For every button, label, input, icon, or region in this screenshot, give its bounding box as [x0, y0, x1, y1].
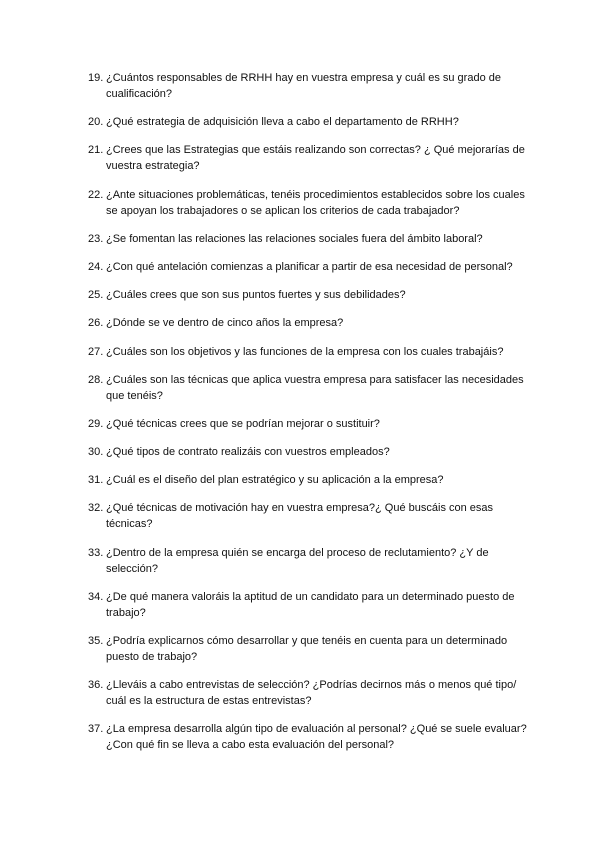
question-text: ¿Dentro de la empresa quién se encarga del proceso de reclutamiento? ¿Y de selección?: [106, 546, 489, 575]
question-number: 31.: [88, 474, 104, 487]
question-text: ¿De qué manera valoráis la aptitud de un candidato para un determinado puesto de trabajo?: [106, 590, 515, 619]
question-number: 35.: [88, 635, 104, 647]
question-item: [88, 114, 528, 130]
question-text: ¿Podría explicarnos cómo desarrollar y que tenéis en cuenta para un determinado puesto de trabajo?: [106, 635, 508, 663]
question-text: ¿Qué técnicas crees que se podrían mejorar o sustituir?: [106, 417, 380, 430]
question-item: [88, 545, 528, 577]
question-item: [88, 187, 528, 219]
question-item: [88, 416, 528, 432]
question-number: 20.: [88, 116, 104, 129]
question-item: [88, 500, 528, 532]
question-number: 22.: [88, 188, 104, 201]
question-item: [88, 372, 528, 404]
question-text: ¿Cuáles son los objetivos y las funciones de la empresa con los cuales trabajáis?: [106, 345, 504, 358]
question-item: [88, 472, 528, 488]
question-number: 26.: [88, 317, 104, 330]
question-number: 28.: [88, 373, 104, 386]
question-text: ¿Qué técnicas de motivación hay en vuestra empresa?¿ Qué buscáis con esas técnicas?: [106, 502, 494, 531]
question-text: ¿Crees que las Estrategias que estáis realizando son correctas? ¿ Qué mejorarías de vuestra estrategia?: [106, 144, 525, 173]
question-number: 24.: [88, 260, 104, 273]
question-number: 37.: [88, 723, 104, 736]
question-item: [88, 259, 528, 275]
question-number: 19.: [88, 72, 104, 84]
question-text: ¿Con qué antelación comienzas a planificar a partir de esa necesidad de personal?: [106, 260, 513, 273]
question-item: [88, 633, 528, 665]
question-number: 34.: [88, 590, 104, 603]
question-item: [88, 287, 528, 303]
question-number: 25.: [88, 289, 104, 302]
question-number: 21.: [88, 144, 104, 157]
question-number: 36.: [88, 679, 104, 692]
question-item: [88, 589, 528, 621]
question-number: 29.: [88, 417, 104, 430]
question-list: [88, 70, 528, 766]
question-item: [88, 315, 528, 331]
question-text: ¿Qué tipos de contrato realizáis con vuestros empleados?: [106, 446, 390, 459]
question-number: 33.: [88, 546, 104, 559]
question-text: ¿Ante situaciones problemáticas, tenéis procedimientos establecidos sobre los cuales se apoyan los trabajadores o se aplican los criterios de cada trabajador?: [106, 188, 525, 217]
question-item: [88, 344, 528, 360]
question-text: ¿Se fomentan las relaciones las relaciones sociales fuera del ámbito laboral?: [106, 232, 483, 245]
question-number: 27.: [88, 345, 104, 358]
question-text: ¿Cuántos responsables de RRHH hay en vuestra empresa y cuál es su grado de cualificación?: [106, 72, 501, 100]
question-text: ¿Cuál es el diseño del plan estratégico y su aplicación a la empresa?: [106, 474, 444, 487]
question-item: [88, 70, 528, 102]
question-number: 30.: [88, 446, 104, 459]
question-item: [88, 444, 528, 460]
question-text: ¿Qué estrategia de adquisición lleva a cabo el departamento de RRHH?: [106, 116, 459, 129]
question-item: [88, 677, 528, 709]
question-number: 32.: [88, 502, 104, 515]
question-item: [88, 142, 528, 174]
question-text: ¿Cuáles son las técnicas que aplica vuestra empresa para satisfacer las necesidades que tenéis?: [106, 373, 524, 402]
question-number: 23.: [88, 232, 104, 245]
question-item: [88, 231, 528, 247]
question-item: [88, 721, 528, 753]
question-text: ¿Dónde se ve dentro de cinco años la empresa?: [106, 317, 344, 330]
question-text: ¿Lleváis a cabo entrevistas de selección? ¿Podrías decirnos más o menos qué tipo/ cuál es la estructura de estas entrevistas?: [106, 679, 517, 708]
question-text: ¿La empresa desarrolla algún tipo de evaluación al personal? ¿Qué se suele evaluar?¿Con qué fin se lleva a cabo esta evaluación del personal?: [106, 723, 527, 752]
question-text: ¿Cuáles crees que son sus puntos fuertes y sus debilidades?: [106, 289, 406, 302]
